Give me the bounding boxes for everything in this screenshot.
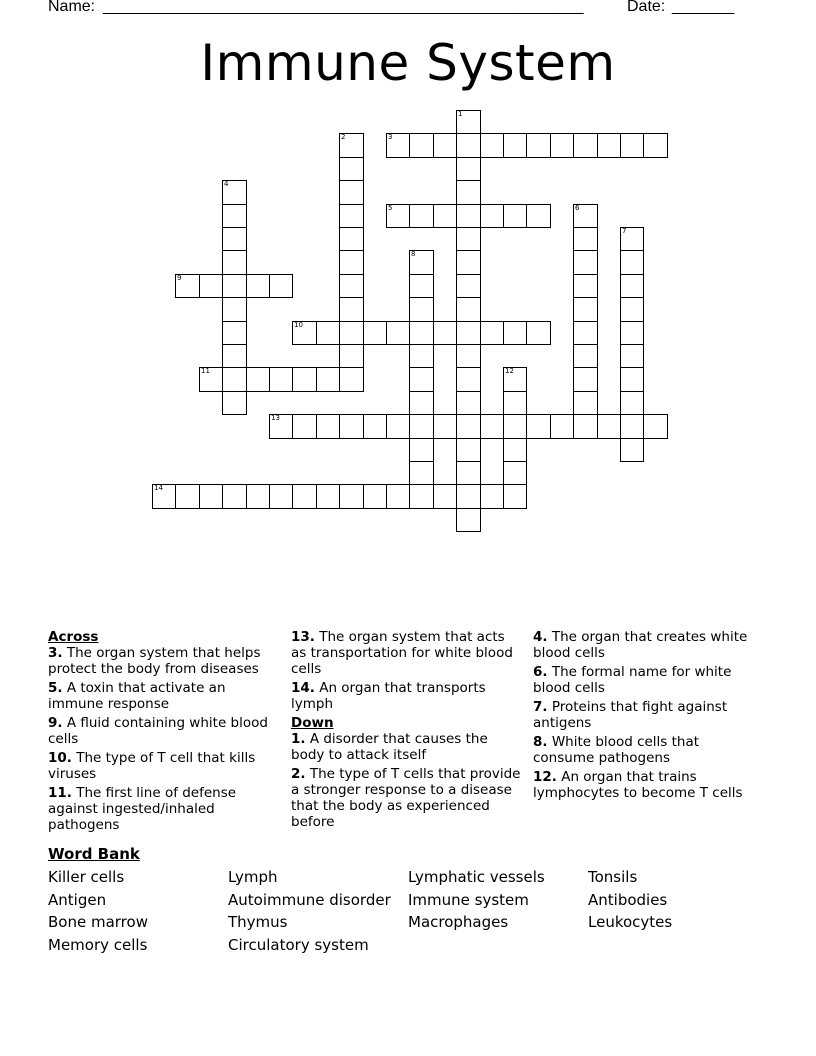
clues-column-2 [291,629,523,833]
crossword-cell[interactable] [222,204,247,228]
clue-text: The type of T cell that kills viruses [48,750,256,782]
crossword-cell[interactable] [573,274,598,298]
crossword-cell[interactable] [620,438,644,462]
clue-number: 11 [201,367,210,375]
crossword-cell[interactable] [643,414,668,439]
crossword-cell[interactable] [409,344,434,368]
crossword-cell[interactable] [246,367,270,392]
crossword-cell[interactable] [573,367,598,392]
crossword-cell[interactable] [456,297,481,322]
crossword-cell[interactable] [409,367,434,392]
crossword-cell[interactable] [503,391,527,415]
crossword-cell[interactable] [339,157,364,181]
crossword-cell[interactable] [222,274,247,298]
crossword-cell[interactable] [386,414,410,439]
crossword-cell[interactable] [456,321,481,345]
crossword-cell[interactable] [222,367,247,392]
crossword-cell[interactable] [339,204,364,228]
crossword-cell[interactable] [409,250,434,275]
crossword-cell[interactable] [620,250,644,275]
clue-number-label: 3. [48,645,63,661]
name-label: Name: [48,0,96,15]
crossword-cell[interactable] [339,274,364,298]
crossword-cell[interactable] [386,204,410,228]
clue-heading: Across [48,629,99,645]
clue-heading: Down [291,715,334,731]
word-bank-item: Antibodies [588,890,668,909]
clue-item [48,715,273,747]
crossword-cell[interactable] [573,204,598,228]
clue-text: The organ system that acts as transportation for white blood cells [291,629,513,677]
crossword-cell[interactable] [269,274,293,298]
word-bank-item: Thymus [228,913,288,932]
crossword-cell[interactable] [222,250,247,275]
word-bank-item: Circulatory system [228,936,369,955]
clue-item [48,785,273,833]
crossword-cell[interactable] [550,414,574,439]
crossword-cell[interactable] [409,297,434,322]
crossword-cell[interactable] [456,157,481,181]
clue-text: The formal name for white blood cells [533,664,732,696]
crossword-cell[interactable] [269,484,293,509]
crossword-cell[interactable] [409,204,434,228]
crossword-cell[interactable] [199,274,223,298]
clue-text: A fluid containing white blood cells [48,715,268,747]
clue-number-label: 4. [533,629,548,645]
clue-number-label: 12. [533,769,557,785]
crossword-cell[interactable] [456,391,481,415]
clue-number-label: 10. [48,750,72,766]
crossword-cell[interactable] [573,297,598,322]
clues-column-3 [533,629,758,804]
crossword-cell[interactable] [503,461,527,485]
word-bank-item: Lymph [228,868,278,886]
clue-item [291,629,523,677]
word-bank-item: Antigen [48,890,107,909]
crossword-cell[interactable] [339,227,364,251]
crossword-cell[interactable] [292,321,317,345]
crossword-cell[interactable] [409,391,434,415]
clue-number-label: 8. [533,734,548,750]
clue-number: 1 [458,110,463,118]
crossword-cell[interactable] [480,414,504,439]
crossword-cell[interactable] [316,414,340,439]
crossword-cell[interactable] [409,484,434,509]
crossword-cell[interactable] [316,321,340,345]
crossword-cell[interactable] [480,133,504,158]
clue-number: 2 [341,133,346,141]
clue-item [533,664,758,696]
word-bank-item: Macrophages [408,913,509,932]
clue-item [48,750,273,782]
crossword-cell[interactable] [620,344,644,368]
crossword-cell[interactable] [316,484,340,509]
clue-number: 8 [411,250,416,258]
clue-item [533,629,758,661]
crossword-cell[interactable] [409,461,434,485]
word-bank-item: Lymphatic vessels [408,868,545,886]
crossword-cell[interactable] [620,297,644,322]
date-field[interactable]: _______ [672,0,735,15]
clue-number: 3 [388,133,393,141]
clue-item [533,734,758,766]
clue-number-label: 7. [533,699,548,715]
crossword-cell[interactable] [222,227,247,251]
clue-number: 9 [177,274,182,282]
crossword-cell[interactable] [222,484,247,509]
clue-number-label: 14. [291,680,315,696]
crossword-cell[interactable] [246,274,270,298]
word-bank-item: Tonsils [588,868,638,886]
crossword-cell[interactable] [339,367,364,392]
crossword-cell[interactable] [409,414,434,439]
crossword-cell[interactable] [292,484,317,509]
clue-number-label: 11. [48,785,72,801]
crossword-cell[interactable] [339,321,364,345]
crossword-cell[interactable] [433,414,457,439]
word-bank-item: Killer cells [48,868,125,886]
crossword-cell[interactable] [620,367,644,392]
crossword-cell[interactable] [339,297,364,322]
clue-number: 13 [271,414,280,422]
word-bank-item: Leukocytes [588,913,673,932]
clue-number: 14 [154,484,163,492]
crossword-cell[interactable] [433,321,457,345]
clue-number-label: 2. [291,766,306,782]
crossword-cell[interactable] [643,133,668,158]
crossword-cell[interactable] [456,204,481,228]
crossword-cell[interactable] [386,133,410,158]
clue-text: Proteins that fight against antigens [533,699,728,731]
crossword-cell[interactable] [503,414,527,439]
crossword-cell[interactable] [175,484,200,509]
word-bank-item: Autoimmune disorder [228,890,391,909]
crossword-cell[interactable] [339,484,364,509]
clue-number-label: 5. [48,680,63,696]
clue-item [48,680,273,712]
crossword-cell[interactable] [292,414,317,439]
crossword-cell[interactable] [573,414,598,439]
crossword-cell[interactable] [503,321,527,345]
clue-text: An organ that trains lymphocytes to become T cells [533,769,743,801]
crossword-cell[interactable] [339,414,364,439]
clue-number: 7 [622,227,627,235]
crossword-cell[interactable] [339,180,364,205]
clue-text: The type of T cells that provide a stronger response to a disease that the body as experienced before [291,766,521,830]
crossword-cell[interactable] [573,391,598,415]
crossword-cell[interactable] [503,438,527,462]
crossword-cell[interactable] [433,133,457,158]
crossword-cell[interactable] [292,367,317,392]
clue-number-label: 9. [48,715,63,731]
crossword-cell[interactable] [573,133,598,158]
crossword-cell[interactable] [433,204,457,228]
crossword-cell[interactable] [620,391,644,415]
crossword-cell[interactable] [573,250,598,275]
crossword-cell[interactable] [269,367,293,392]
crossword-cell[interactable] [456,484,481,509]
crossword-cell[interactable] [456,367,481,392]
clue-text: The organ system that helps protect the body from diseases [48,645,261,677]
crossword-cell[interactable] [620,414,644,439]
crossword-cell[interactable] [363,321,387,345]
crossword-cell[interactable] [456,110,481,134]
crossword-cell[interactable] [152,484,176,509]
crossword-cell[interactable] [363,484,387,509]
crossword-cell[interactable] [456,274,481,298]
crossword-cell[interactable] [456,508,481,532]
word-bank-item: Bone marrow [48,913,148,932]
clue-item [48,645,273,677]
crossword-cell[interactable] [456,133,481,158]
crossword-cell[interactable] [409,274,434,298]
crossword-cell[interactable] [246,484,270,509]
crossword-cell[interactable] [503,204,527,228]
crossword-cell[interactable] [222,321,247,345]
crossword-cell[interactable] [503,367,527,392]
name-field[interactable]: ______________________________________________________ [103,0,584,15]
crossword-cell[interactable] [503,484,527,509]
crossword-cell[interactable] [573,344,598,368]
clue-text: A toxin that activate an immune response [48,680,226,712]
crossword-cell[interactable] [409,438,434,462]
crossword-cell[interactable] [620,227,644,251]
crossword-cell[interactable] [316,367,340,392]
clue-text: The first line of defense against ingested/inhaled pathogens [48,785,237,833]
clue-number: 6 [575,204,580,212]
crossword-cell[interactable] [175,274,200,298]
date-label: Date: [627,0,666,15]
page-title: Immune System [200,34,616,92]
crossword-cell[interactable] [386,321,410,345]
clue-item [291,731,523,763]
word-bank-item: Memory cells [48,936,148,955]
crossword-cell[interactable] [456,227,481,251]
crossword-cell[interactable] [222,344,247,368]
crossword-cell[interactable] [480,484,504,509]
clue-number: 5 [388,204,393,212]
clue-number: 4 [224,180,229,188]
clue-number: 10 [294,321,303,329]
crossword-cell[interactable] [620,321,644,345]
crossword-cell[interactable] [222,297,247,322]
crossword-cell[interactable] [339,344,364,368]
clue-number-label: 1. [291,731,306,747]
crossword-cell[interactable] [409,133,434,158]
crossword-cell[interactable] [550,133,574,158]
crossword-cell[interactable] [199,367,223,392]
clues-column-1 [48,629,273,836]
crossword-cell[interactable] [480,204,504,228]
crossword-cell[interactable] [456,180,481,205]
clue-item [291,766,523,830]
crossword-cell[interactable] [526,321,551,345]
crossword-cell[interactable] [526,204,551,228]
clue-number-label: 13. [291,629,315,645]
clue-item [533,769,758,801]
crossword-cell[interactable] [480,321,504,345]
crossword-cell[interactable] [409,321,434,345]
clue-item [533,699,758,731]
crossword-cell[interactable] [573,227,598,251]
crossword-cell[interactable] [526,133,551,158]
word-bank-item: Immune system [408,890,529,909]
crossword-cell[interactable] [597,133,621,158]
crossword-cell[interactable] [456,344,481,368]
clue-text: The organ that creates white blood cells [533,629,748,661]
clue-text: White blood cells that consume pathogens [533,734,700,766]
crossword-cell[interactable] [620,133,644,158]
crossword-cell[interactable] [456,414,481,439]
clue-item [291,680,523,712]
word-bank-title: Word Bank [48,845,140,863]
crossword-cell[interactable] [526,414,551,439]
crossword-cell[interactable] [222,391,247,415]
crossword-cell[interactable] [456,250,481,275]
crossword-cell[interactable] [503,133,527,158]
crossword-cell[interactable] [222,180,247,205]
crossword-cell[interactable] [456,461,481,485]
clue-number: 12 [505,367,514,375]
crossword-cell[interactable] [339,250,364,275]
crossword-cell[interactable] [339,133,364,158]
crossword-cell[interactable] [433,484,457,509]
crossword-cell[interactable] [386,484,410,509]
crossword-cell[interactable] [597,414,621,439]
crossword-cell[interactable] [363,414,387,439]
crossword-cell[interactable] [620,274,644,298]
crossword-cell[interactable] [573,321,598,345]
crossword-cell[interactable] [269,414,293,439]
clue-number-label: 6. [533,664,548,680]
crossword-cell[interactable] [199,484,223,509]
clue-text: An organ that transports lymph [291,680,486,712]
clue-text: A disorder that causes the body to attack itself [291,731,488,763]
crossword-cell[interactable] [456,438,481,462]
